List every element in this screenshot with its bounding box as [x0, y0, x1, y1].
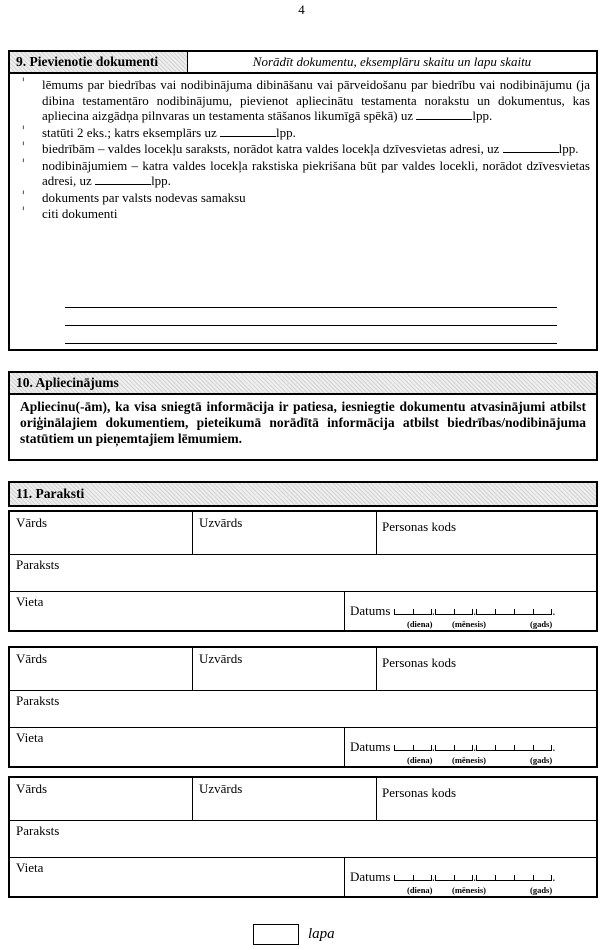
section-declaration: [8, 371, 598, 461]
date-label: Datums: [350, 869, 391, 884]
place-row: [10, 591, 596, 630]
day-label: (diena): [407, 619, 433, 629]
section-attached-documents: [8, 50, 598, 351]
document-item[interactable]: [20, 125, 590, 141]
signature-label: Paraksts: [16, 693, 60, 708]
document-item[interactable]: [20, 158, 590, 189]
other-documents-line[interactable]: [65, 325, 557, 326]
date-field[interactable]: Datums . . .: [350, 869, 556, 884]
section-title: 11. Paraksti: [16, 486, 85, 501]
item-suffix: lpp.: [276, 124, 296, 140]
name-label: Vārds: [16, 781, 48, 796]
page-count-blank[interactable]: [503, 141, 559, 153]
document-item[interactable]: [20, 77, 590, 124]
place-row: [10, 727, 596, 766]
personal-code-label: Personas kods: [382, 655, 457, 670]
name-row: [10, 648, 596, 691]
place-label: Vieta: [16, 594, 44, 609]
name-row: [10, 512, 596, 555]
place-row: [10, 857, 596, 896]
signature-row[interactable]: [10, 554, 596, 592]
place-label: Vieta: [16, 730, 44, 745]
signature-block: [8, 646, 598, 768]
checkbox-bullet-icon: [20, 77, 42, 124]
name-label: Vārds: [16, 651, 48, 666]
section-note: Norādīt dokumentu, eksemplāru skaitu un lapu skaitu: [188, 52, 596, 72]
name-label: Vārds: [16, 515, 48, 530]
checkbox-bullet-icon: [20, 141, 42, 157]
month-label: (mēnesis): [452, 619, 486, 629]
page-count-blank[interactable]: [416, 108, 472, 120]
signature-block: [8, 510, 598, 632]
section-header: [10, 52, 596, 74]
surname-label: Uzvārds: [199, 651, 243, 666]
name-row: [10, 778, 596, 821]
item-suffix: lpp.: [558, 141, 579, 156]
item-text: statūti 2 eks.; katrs eksemplārs uz: [42, 124, 217, 140]
item-text: dokuments par valsts nodevas samaksu: [42, 189, 246, 205]
page-number: 4: [298, 2, 305, 17]
checkbox-bullet-icon: [20, 206, 42, 222]
section-header: [10, 483, 596, 505]
checkbox-bullet-icon: [20, 158, 42, 189]
document-item[interactable]: [20, 190, 590, 206]
date-field[interactable]: Datums . . .: [350, 739, 556, 754]
place-label: Vieta: [16, 860, 44, 875]
signature-row[interactable]: [10, 820, 596, 858]
date-label: Datums: [350, 603, 391, 618]
signature-row[interactable]: [10, 690, 596, 728]
month-label: (mēnesis): [452, 755, 486, 765]
item-text: biedrībām – valdes locekļu saraksts, norādot katra valdes locekļa dzīvesvietas adresi, uz: [42, 141, 500, 156]
lapa-label: lapa: [308, 926, 335, 942]
item-text: lēmums par biedrības vai nodibinājuma dibināšanu vai pārveidošanu par biedrību vai nodibinājumu (ja dibina testamentāro nodibinājumu, pievienot apliecinātu testamenta norakstu un dokumentus, kas apliecina aizgādņa pilnvaras un testamenta stāšanos likumīgā spēkā) uz: [42, 77, 590, 123]
signature-block: [8, 776, 598, 898]
surname-label: Uzvārds: [199, 515, 243, 530]
section-title: 9. Pievienotie dokumenti: [10, 52, 188, 72]
month-label: (mēnesis): [452, 885, 486, 895]
section-header: [10, 373, 596, 395]
year-label: (gads): [530, 885, 553, 895]
section-title: 10. Apliecinājums: [16, 375, 119, 390]
section-signatures: [8, 481, 598, 507]
day-label: (diena): [407, 885, 433, 895]
document-item[interactable]: [20, 141, 590, 157]
signature-label: Paraksts: [16, 823, 60, 838]
surname-label: Uzvārds: [199, 781, 243, 796]
document-item[interactable]: [20, 206, 590, 222]
other-documents-line[interactable]: [65, 343, 557, 344]
item-text: nodibinājumiem – katra valdes locekļa rakstiska piekrišana būt par valdes locekli, norādot dzīvesvietas adresi, uz: [42, 157, 590, 188]
day-label: (diena): [407, 755, 433, 765]
date-label: Datums: [350, 739, 391, 754]
item-suffix: lpp.: [151, 173, 171, 188]
date-field[interactable]: Datums . . .: [350, 603, 556, 618]
personal-code-label: Personas kods: [382, 785, 457, 800]
other-documents-line[interactable]: [65, 307, 557, 308]
item-text: citi dokumenti: [42, 206, 118, 221]
signature-label: Paraksts: [16, 557, 60, 572]
checkbox-bullet-icon: [20, 125, 42, 141]
checkbox-bullet-icon: [20, 190, 42, 206]
page-count-box[interactable]: [253, 924, 299, 945]
year-label: (gads): [530, 755, 553, 765]
item-suffix: lpp.: [472, 108, 493, 123]
page-count-blank[interactable]: [220, 125, 276, 137]
year-label: (gads): [530, 619, 553, 629]
declaration-text: Apliecinu(-ām), ka visa sniegtā informācija ir patiesa, iesniegtie dokumentu atvasinājumi atbilst oriģinālajiem dokumentiem, pieteikumā norādītā informācija atbilst biedrības/nodibinājuma statūtiem un pieņemtajiem lēmumiem.: [20, 399, 586, 446]
page-count-blank[interactable]: [95, 173, 151, 185]
personal-code-label: Personas kods: [382, 519, 457, 534]
